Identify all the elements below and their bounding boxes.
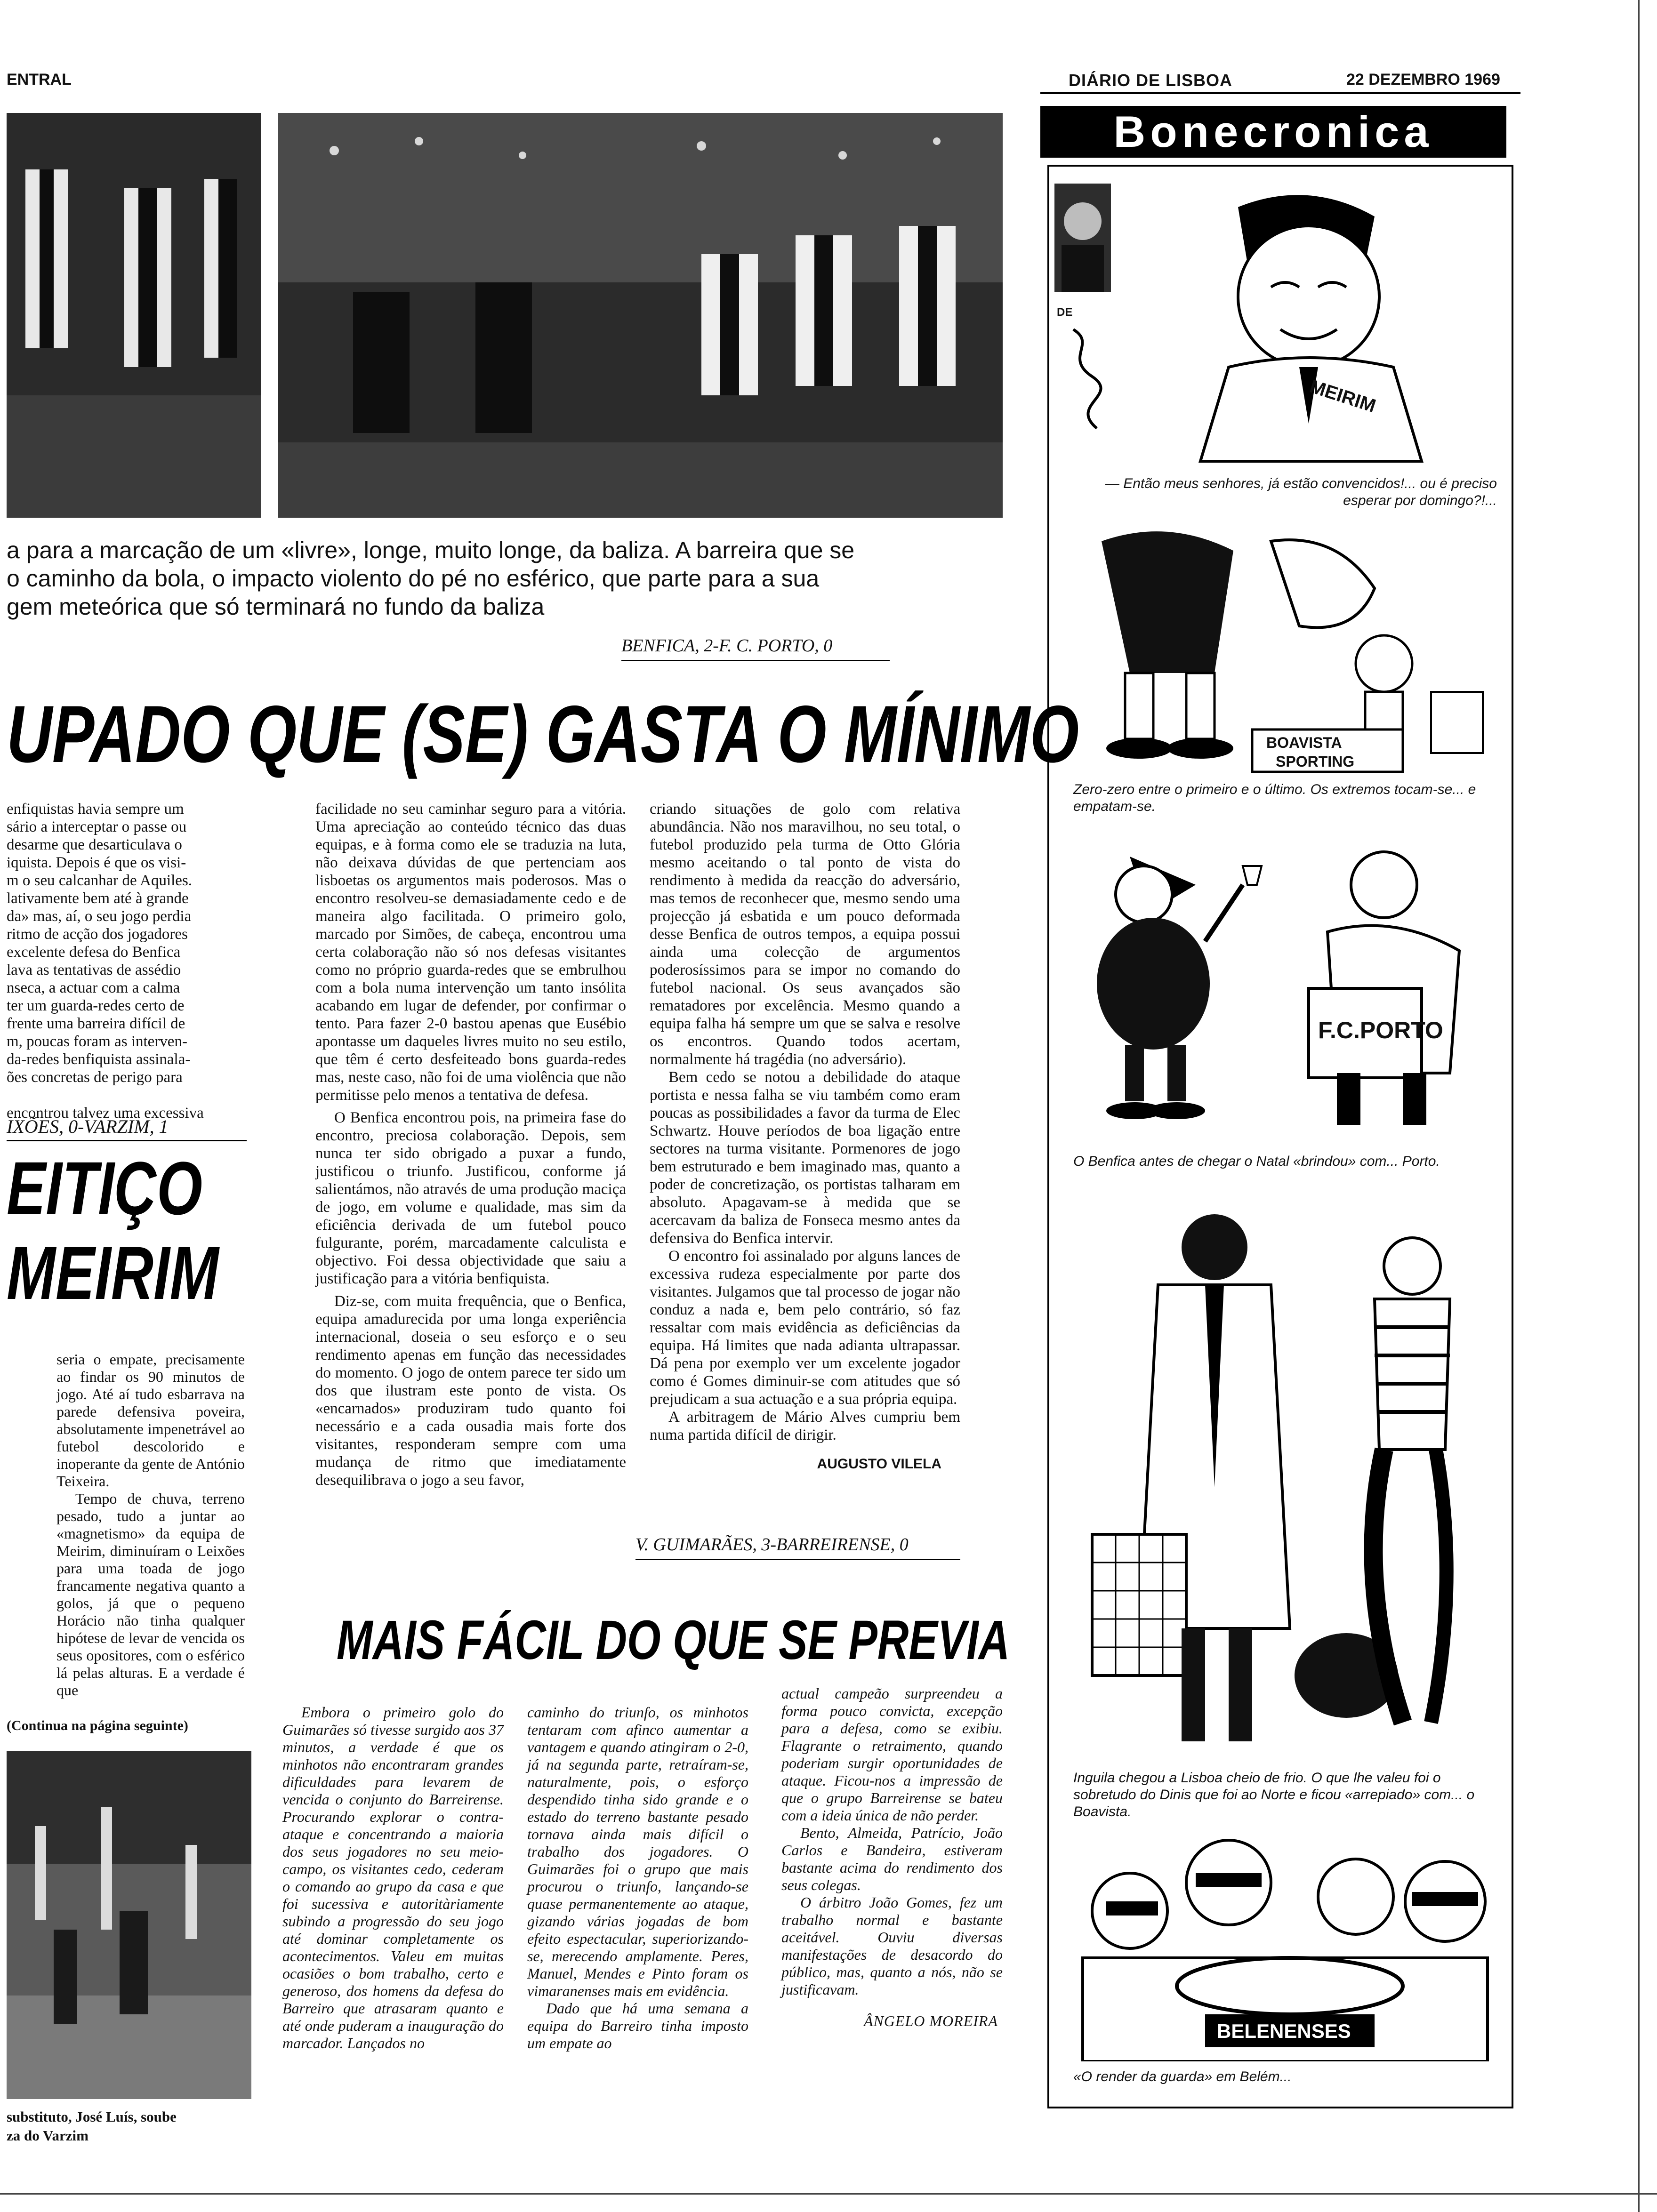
cartoon-belenenses (1073, 1826, 1497, 2061)
cartoon-meirim-caption: — Então meus senhores, já estão convencidos!... ou é preciso esperar por domingo?!... (1105, 476, 1497, 508)
benfica-col3-para3: O encontro foi assinalado por alguns lances de excessiva rudeza especialmente por parte dos visitantes. Julgamos que tal processo de jogar não conduz a nada e, bem pelo contrário, só faz ressaltar com mais evidência as deficiências da equipa. Há limites que nada adianta ultrapassar. Dá pena por exemplo ver um excelente jogador como é Gomes diminuir-se com atitudes que só prejudicam a sua actuação e a sua própria equipa. (650, 1248, 960, 1408)
header-rule (1040, 92, 1520, 94)
guimaraes-col3-para1: actual campeão surpreendeu a forma pouco convicta, excepção para a defesa, como se exibiu. Flagrante o retraimento, quando poderiam surgir oportunidades de ataque. Ficou-nos a impressão de que o grupo Barreirense se bateu com a ideia única de não perder. (781, 1685, 1003, 1824)
benfica-col1-line: desarme que desarticulava o (7, 836, 182, 853)
cartoon-inguila-caption: Inguila chegou a Lisboa cheio de frio. O que lhe valeu foi o sobretudo do Dinis que foi ao Norte e ficou «arrepiado» com... o Boavista. (1073, 1770, 1475, 1819)
cartoon-meirim-label: MEIRIM (1307, 376, 1378, 417)
bonecronica-title: Bonecronica (1113, 107, 1433, 156)
leixoes-photo (7, 1751, 251, 2099)
right-edge-rule (1638, 0, 1640, 2212)
artist-prefix: DE (1057, 306, 1073, 319)
top-photo-left (7, 113, 261, 518)
guimaraes-byline: ÂNGELO MOREIRA (863, 2012, 998, 2029)
benfica-byline: AUGUSTO VILELA (817, 1456, 941, 1472)
benfica-col2-para3: Diz-se, com muita frequência, que o Benfica, equipa amadurecida por uma longa experiência internacional, doseia o seu esforço e o seu rendimento apenas em função das necessidades do momento. O jogo de ontem parece ter sido um dos que ilustram este ponto de vista. Os «encarnados» produziram tudo quanto foi necessário e a cada ousadia mais forte dos visitantes, responderam sempre com uma mudança de ritmo que imediatamente desequilibrava o jogo a seu favor, (315, 1293, 626, 1489)
cartoon-boavista-sporting (1073, 513, 1497, 777)
photo-caption-line3: gem meteórica que só terminará no fundo da baliza (7, 593, 545, 620)
photo-caption-line1: a para a marcação de um «livre», longe, muito longe, da baliza. A barreira que se (7, 537, 855, 563)
page-date: 22 DEZEMBRO 1969 (1346, 71, 1500, 88)
benfica-col1-line: frente uma barreira difícil de (7, 1015, 185, 1032)
benfica-col1-line: nseca, a actuar com a calma (7, 979, 180, 996)
benfica-col1-line: da-redes benfiquista assinala- (7, 1051, 191, 1068)
benfica-col3-para1: criando situações de golo com relativa abundância. Não nos maravilhou, no seu total, o futebol produzido pela turma de Otto Glória mesmo aceitando o tal ponto de vista do rendimento à medida da reacção do adversário, mas temos de reconhecer que, mesmo sendo uma projecção já esbatida e um pouco deformada desse Benfica de outros tempos, a equipa possui ainda uma colecção de argumentos poderosíssimos para se impor no comando do futebol nacional. Os seus avançados são rematadores por excelência. Mesmo quando a equipa falha há sempre um que se salva e resolve os encontros. Quando todos acertam, normalmente há tragédia (no adversário). (650, 801, 960, 1068)
leixoes-photo-caption-2: za do Varzim (7, 2127, 88, 2144)
benfica-col2 (315, 800, 626, 1489)
cartoon-fcporto-label: F.C.PORTO (1318, 1017, 1443, 1043)
benfica-col3 (650, 800, 960, 1473)
guimaraes-col2-para2: Dado que há uma semana a equipa do Barreiro tinha imposto um empate ao (527, 2000, 748, 2052)
benfica-col1-line: lativamente bem até à grande (7, 890, 189, 907)
cartoon-belenenses-label: BELENENSES (1217, 2020, 1351, 2042)
leixoes-headline-2: MEIRIM (7, 1231, 219, 1315)
benfica-col1-line: excelente defesa do Benfica (7, 944, 181, 961)
leixoes-photo-caption-1: substituto, José Luís, soube (7, 2108, 177, 2125)
benfica-col1-line: enfiquistas havia sempre um (7, 801, 184, 817)
guimaraes-col2-para1: caminho do triunfo, os minhotos tentaram com afinco aumentar a vantagem e quando atingiram o 2-0, já na segunda parte, retraíram-se, naturalmente, pois, o esforço despendido tinha sido grande e o estado do terreno bastante pesado tornava ainda mais difícil o trabalho dos jogadores. O Guimarães foi o grupo que mais procurou o triunfo, lançando-se quase permanentemente ao ataque, gizando várias jogadas de bom efeito espectacular, superiorizando-se, merecendo amplamente. Peres, Manuel, Mendes e Pinto foram os vimaranenses mais em evidência. (527, 1704, 748, 1999)
cartoon-fcporto (1073, 828, 1497, 1148)
benfica-col3-para4: A arbitragem de Mário Alves cumpriu bem numa partida difícil de dirigir. (650, 1409, 960, 1443)
benfica-col1-line: da» mas, aí, o seu jogo perdia (7, 908, 192, 925)
benfica-col2-para1: facilidade no seu caminhar seguro para a vitória. Uma apreciação ao conteúdo técnico das duas equipas, e à forma como ele se traduzia na luta, não deixava dúvidas de que pertenciam aos lisboetas os argumentos mais poderosos. Mas o encontro resolveu-se demasiadamente cedo e de maneira algo facilitada. O primeiro golo, marcado por Simões, de cabeça, encontrou uma certa colaboração não só nos defesas visitantes como no próprio guarda-redes que se embrulhou com a bola numa intervenção um tanto insólita acabando em lugar de defender, por confirmar o tento. Para fazer 2-0 bastou apenas que Eusébio apontasse um daqueles livres muito no seu estilo, que têm é certo desfeiteado bons guarda-redes mas, neste caso, não foi de uma violência que não permitisse pelo menos a tentativa de defesa. (315, 801, 626, 1104)
leixoes-body (56, 1351, 245, 1699)
benfica-col1-line: m, poucas foram as interven- (7, 1033, 187, 1050)
top-photo-right (278, 113, 1003, 518)
cartoon-sporting-label: SPORTING (1276, 753, 1355, 770)
cartoon-inguila (1073, 1205, 1497, 1770)
leixoes-match-label: IXÕES, 0-VARZIM, 1 (7, 1116, 169, 1137)
newspaper-name: DIÁRIO DE LISBOA (1069, 71, 1233, 90)
benfica-col1-line: lava as tentativas de assédio (7, 962, 181, 978)
cartoon-fcporto-caption: O Benfica antes de chegar o Natal «brindou» com... Porto. (1073, 1154, 1440, 1169)
guimaraes-match-rule (635, 1559, 960, 1560)
benfica-col1 (7, 800, 251, 1122)
bonecronica-title-box (1040, 106, 1506, 158)
leixoes-body-para1: seria o empate, precisamente ao findar os 90 minutos de jogo. Até aí tudo esbarrava na parede defensiva poveira, absolutamente impenetrável ao futebol descolorido e inoperante da gente de António Teixeira. (56, 1351, 245, 1490)
benfica-col1-line: iquista. Depois é que os visi- (7, 854, 186, 871)
guimaraes-col3-para2: Bento, Almeida, Patrício, João Carlos e Bandeira, estiveram bastante acima do rendimento dos seus colegas. (781, 1824, 1003, 1893)
guimaraes-col1 (282, 1704, 504, 2052)
benfica-col1-line: ões concretas de perigo para (7, 1069, 183, 1086)
artist-signature (1059, 325, 1111, 433)
artist-portrait (1054, 184, 1111, 292)
photo-caption-line2: o caminho da bola, o impacto violento do pé no esférico, que parte para a sua (7, 565, 820, 592)
benfica-match-label: BENFICA, 2-F. C. PORTO, 0 (621, 636, 833, 656)
benfica-col1-line: sário a interceptar o passe ou (7, 818, 187, 835)
benfica-col1-line: m o seu calcanhar de Aquiles. (7, 872, 193, 889)
leixoes-headline-1: EITIÇO (7, 1146, 203, 1230)
guimaraes-col2 (527, 1704, 748, 2052)
benfica-col2-para2: O Benfica encontrou pois, na primeira fase do encontro, preciosa colaboração. Depois, sem nunca ter sido obrigado a puxar a fundo, justificou o triunfo. Justificou, conforme já salientámos, não através de uma produção maciça de jogo, em volume e qualidade, mas sim da eficiência derivada de um futebol pouco fulgurante, porém, marcadamente calculista e objectivo. Foi dessa objectividade que saiu a justificação para a vitória benfiquista. (315, 1109, 626, 1287)
continua-note: (Continua na página seguinte) (7, 1718, 188, 1733)
cartoon-boavista-label: BOAVISTA (1266, 734, 1342, 751)
benfica-headline: UPADO QUE (SE) GASTA O MÍNIMO (7, 689, 1079, 779)
leixoes-match-rule (7, 1140, 247, 1141)
guimaraes-match-label: V. GUIMARÃES, 3-BARREIRENSE, 0 (635, 1535, 909, 1555)
benfica-match-rule (621, 660, 890, 661)
guimaraes-col1-para1: Embora o primeiro golo do Guimarães só tivesse surgido aos 37 minutos, a verdade é que os minhotos não encontraram grandes dificuldades para levarem de vencida o conjunto do Barreirense. Procurando explorar o contra-ataque e concentrando a maioria dos seus jogadores no seu meio-campo, os visitantes cedo, cederam o comando ao grupo da casa e que foi sucessiva e autoritàriamente subindo a progressão do seu jogo até dominar completamente os acontecimentos. Valeu em muitas ocasiões o bom trabalho, certo e generoso, dos homens da defesa do Barreiro que atrasaram quanto e até onde puderam a inauguração do marcador. Lançados no (282, 1704, 504, 2052)
leixoes-body-para2: Tempo de chuva, terreno pesado, tudo a juntar ao «magnetismo» da equipa de Meirim, diminuíram o Leixões para uma toada de jogo francamente negativa quanto a golos, já que o pequeno Horácio não tinha qualquer hipótese de levar de vencida os seus opositores, com o esférico lá pelas alturas. E a verdade é que (56, 1490, 245, 1699)
guimaraes-headline: MAIS FÁCIL DO QUE SE PREVIA (337, 1609, 1010, 1671)
guimaraes-col3-para3: O árbitro João Gomes, fez um trabalho normal e bastante aceitável. Ouviu diversas manifestações de desacordo do público, mas, quanto a nós, não se justificavam. (781, 1894, 1003, 1998)
benfica-col1-line: encontrou talvez uma excessiva (7, 1105, 204, 1122)
benfica-col1-line: ter um guarda-redes certo de (7, 997, 185, 1014)
header-left-fragment: ENTRAL (7, 71, 72, 88)
guimaraes-col3 (781, 1685, 1003, 2030)
cartoon-meirim (1130, 179, 1488, 471)
benfica-col1-line: ritmo de acção dos jogadores (7, 926, 188, 943)
bottom-edge-rule (0, 2193, 1657, 2195)
benfica-col1-line (7, 1086, 251, 1104)
cartoon-boavista-caption: Zero-zero entre o primeiro e o último. Os extremos tocam-se... e empatam-se. (1073, 782, 1476, 814)
benfica-col3-para2: Bem cedo se notou a debilidade do ataque portista e nessa falha se viu também como eram poucas as possibilidades a favor da turma de Elec Schwartz. Houve períodos de boa ligação entre sectores na turma visitante. Pormenores de jogo bem estruturado e bem imaginado mas, quanto a poder de concretização, os portistas talharam em absoluto. Apagavam-se à medida que se acercavam da baliza de Fonseca mesmo antes da defensiva do Benfica intervir. (650, 1069, 960, 1247)
cartoon-belenenses-caption: «O render da guarda» em Belém... (1073, 2069, 1292, 2084)
